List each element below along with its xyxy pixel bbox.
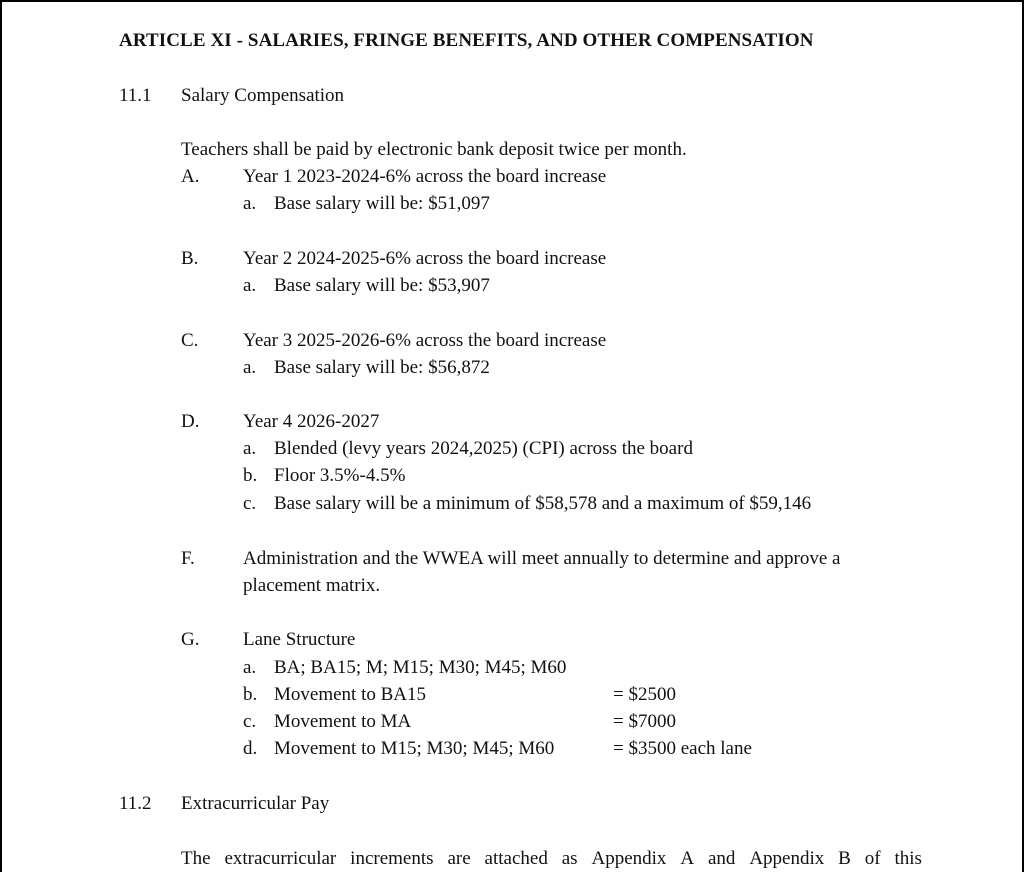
subitem-letter: b. (243, 684, 258, 705)
lane-amount: = $3500 each lane (613, 738, 752, 759)
subitem-letter: a. (243, 357, 257, 378)
subitem-letter: c. (243, 493, 257, 514)
item-letter: C. (181, 330, 199, 351)
body-word: of (864, 848, 881, 869)
body-word: this (894, 848, 922, 869)
body-word: are (447, 848, 471, 869)
subitem-letter: d. (243, 738, 258, 759)
section-body-line (181, 848, 922, 870)
subitem-text: BA; BA15; M; M15; M30; M45; M60 (274, 657, 567, 678)
subitem-text: Blended (levy years 2024,2025) (CPI) across the board (274, 438, 693, 459)
section-heading: Salary Compensation (181, 85, 345, 106)
subitem-text: Base salary will be: $56,872 (274, 357, 490, 378)
body-word: increments (350, 848, 434, 869)
item-letter: G. (181, 629, 200, 650)
item-text: Lane Structure (243, 629, 356, 650)
item-letter: A. (181, 166, 200, 187)
body-word: The (181, 848, 211, 869)
subitem-letter: a. (243, 275, 257, 296)
subitem-text: Base salary will be a minimum of $58,578 and a maximum of $59,146 (274, 493, 812, 514)
subitem-letter: a. (243, 193, 257, 214)
subitem-letter: c. (243, 711, 257, 732)
subitem-text: Base salary will be: $53,907 (274, 275, 490, 296)
subitem-text: Floor 3.5%-4.5% (274, 465, 406, 486)
subitem-text: Movement to MA (274, 711, 412, 732)
item-letter: B. (181, 248, 199, 269)
subitem-text: Movement to BA15 (274, 684, 426, 705)
body-word: attached (484, 848, 548, 869)
item-text: Administration and the WWEA will meet annually to determine and approve a (243, 548, 841, 569)
item-letter: D. (181, 411, 200, 432)
section-number: 11.2 (119, 793, 152, 814)
subitem-letter: a. (243, 438, 257, 459)
body-word: B (838, 848, 851, 869)
body-word: and (707, 848, 736, 869)
body-word: extracurricular (224, 848, 337, 869)
section-number: 11.1 (119, 85, 152, 106)
item-text: Year 2 2024-2025-6% across the board increase (243, 248, 607, 269)
item-letter: F. (181, 548, 195, 569)
section-intro: Teachers shall be paid by electronic bank deposit twice per month. (181, 139, 687, 160)
lane-amount: = $2500 (613, 684, 676, 705)
subitem-letter: b. (243, 465, 258, 486)
item-text: Year 4 2026-2027 (243, 411, 380, 432)
item-text: Year 3 2025-2026-6% across the board increase (243, 330, 607, 351)
lane-amount: = $7000 (613, 711, 676, 732)
article-title: ARTICLE XI - SALARIES, FRINGE BENEFITS, AND OTHER COMPENSATION (119, 30, 814, 51)
item-text-continued: placement matrix. (243, 575, 381, 596)
item-text: Year 1 2023-2024-6% across the board increase (243, 166, 607, 187)
body-word: Appendix (591, 848, 667, 869)
subitem-text: Movement to M15; M30; M45; M60 (274, 738, 555, 759)
body-word: A (680, 848, 695, 869)
subitem-letter: a. (243, 657, 257, 678)
body-word: as (561, 848, 578, 869)
subitem-text: Base salary will be: $51,097 (274, 193, 490, 214)
body-word: Appendix (749, 848, 825, 869)
section-heading: Extracurricular Pay (181, 793, 330, 814)
